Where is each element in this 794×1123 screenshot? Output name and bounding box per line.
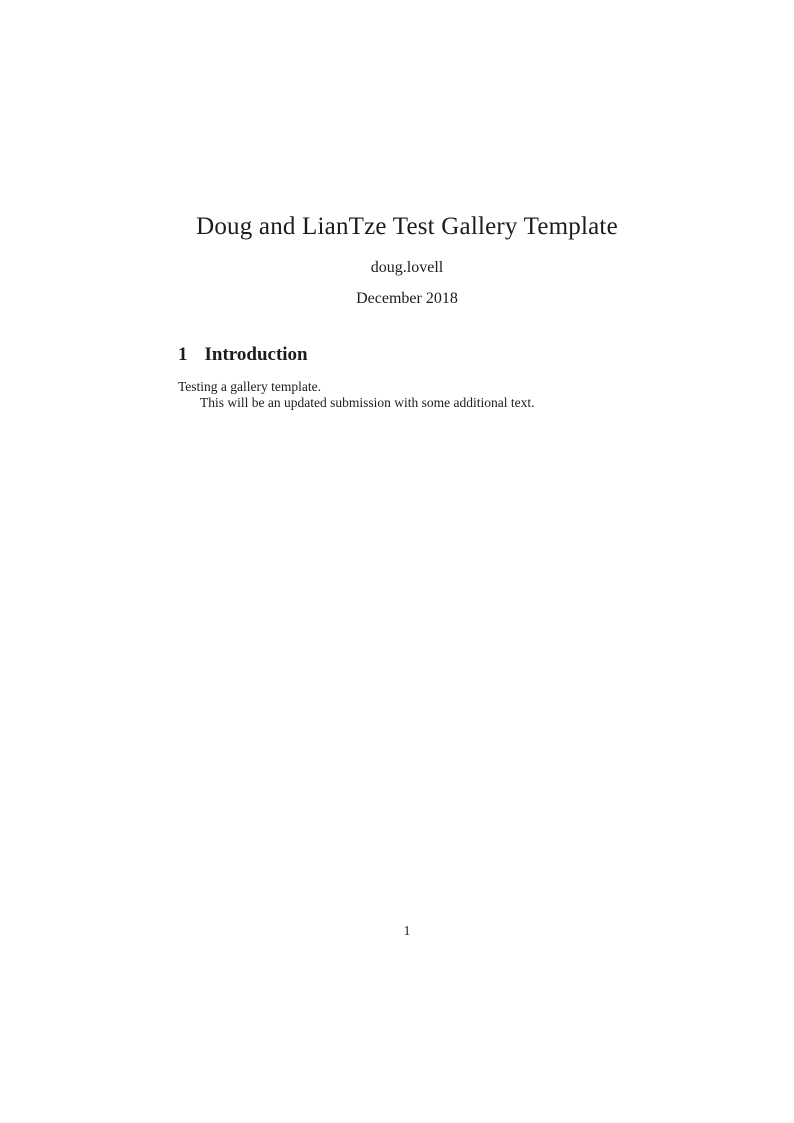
page-number: 1 (403, 923, 411, 938)
paragraph-second: This will be an updated submission with some additional text. (200, 395, 535, 410)
section-body (178, 379, 640, 411)
section-title: Introduction (204, 344, 308, 365)
section-number: 1 (178, 344, 188, 365)
document-date: December 2018 (356, 290, 458, 307)
document-title: Doug and LianTze Test Gallery Template (196, 213, 618, 240)
document-author: doug.lovell (370, 259, 444, 276)
paragraph-first: Testing a gallery template. (178, 379, 322, 394)
section-heading (178, 345, 636, 366)
